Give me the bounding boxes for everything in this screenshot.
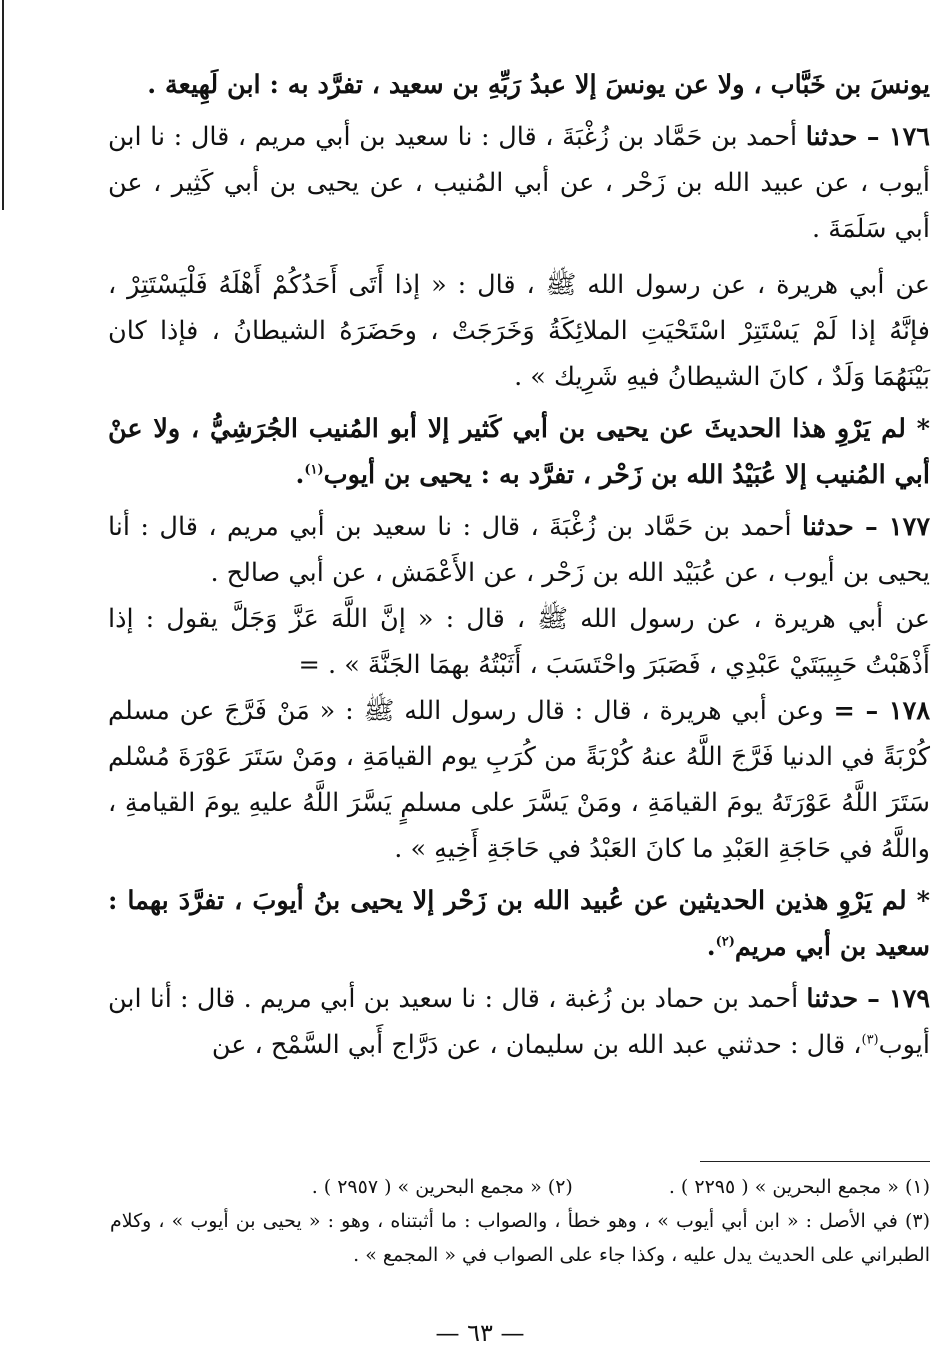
- continued-note-line: يونسَ بن خَبَّاب ، ولا عن يونسَ إلا عبدُ رَبِّهِ بن سعيد ، تفرَّد به : ابن لَهِيعة .: [147, 70, 930, 100]
- hadith-177-matn: عن أبي هريرة ، عن رسول الله ﷺ ، قال : « إنَّ اللَّهَ عَزَّ وَجَلَّ يقول : إذا أَذْهَبْتُ حَبِيبَتَيْ عَبْدِي ، فَصَبَرَ واحْتَسَبَ ، أَثَبْتُهُ بهمَا الجَنَّةَ » . =: [108, 604, 930, 680]
- hadith-178-number: ١٧٨ – =: [833, 696, 931, 726]
- note-178-end: .: [706, 932, 716, 962]
- hadith-177-number: ١٧٧ – حدثنا: [802, 512, 931, 542]
- page-number: — ٦٣ —: [435, 1319, 525, 1347]
- hadith-178: [108, 688, 930, 872]
- hadith-176-chain: أحمد بن حَمَّاد بن زُغْبَةَ ، قال : نا سعيد بن أبي مريم ، قال : نا ابن أيوب ، عن عبيد الله بن زَحْر ، عن أبي المُنيب ، عن يحيى بن أبي كَثِير ، عن أبي سَلَمَةَ .: [108, 122, 930, 244]
- main-text: [108, 62, 930, 1068]
- footnote-2: (٢) « مجمع البحرين » ( ٢٩٥٧ ) .: [311, 1176, 573, 1198]
- note-178-text: * لم يَرْوِ هذين الحديثين عن عُبيد الله بن زَحْر إلا يحيى بنُ أيوبَ ، تفرَّدَ بهما : سعيد بن أبي مريم: [108, 886, 930, 962]
- note-176-end: .: [295, 460, 305, 490]
- footnote-3: (٣) في الأصل : « ابن أبي أيوب » ، وهو خطأ ، والصواب : ما أثبتناه ، وهو : « يحيى بن أيوب » ، وكلام الطبراني على الحديث يدل عليه ، وكذا جاء على الصواب في « المجمع » .: [110, 1210, 930, 1266]
- hadith-179-isnad: [108, 976, 930, 1068]
- binding-edge-line: [2, 0, 4, 210]
- footnote-ref-1: (١): [304, 462, 324, 478]
- footnote-ref-2: (٢): [715, 934, 735, 950]
- footnote-divider: [700, 1161, 930, 1162]
- note-178: [108, 878, 930, 970]
- note-176-text: * لم يَرْوِ هذا الحديثَ عن يحيى بن أبي كَثير إلا أبو المُنيب الجُرَشِيُّ ، ولا عنْ أبي المُنيب إلا عُبَيْدُ الله بن زَحْر ، تفرَّد به : يحيى بن أيوب: [108, 414, 930, 490]
- hadith-179-chain-b: ، قال : حدثني عبد الله بن سليمان ، عن دَرَّاج أَبي السَّمْح ، عن: [211, 1030, 862, 1060]
- hadith-177-chain: أحمد بن حَمَّاد بن زُغْبَةَ ، قال : نا سعيد بن أبي مريم ، قال : أنا يحيى بن أيوب ، عن عُبَيْد الله بن زَحْر ، عن الأَعْمَش ، عن أبي صالح .: [108, 512, 930, 588]
- hadith-176-number: ١٧٦ – حدثنا: [805, 122, 930, 152]
- hadith-176-matn: عن أبي هريرة ، عن رسول الله ﷺ ، قال : « إذا أَتَى أَحَدُكُمْ أَهْلَهُ فَلْيَسْتَتِرْ ، فإنَّهُ إذا لَمْ يَسْتَتِرْ اسْتَحْيَتِ الملائِكَةُ وَخَرَجَتْ ، وحَضَرَهُ الشيطانُ ، فإذا كان بَيْنَهُمَا وَلَدٌ ، كانَ الشيطانُ فيهِ شَرِيك » .: [108, 270, 930, 392]
- hadith-177-isnad: [108, 504, 930, 596]
- footnote-row-1: [110, 1170, 930, 1204]
- footnote-ref-3: (٣): [861, 1032, 879, 1048]
- note-176: [108, 406, 930, 498]
- hadith-176-isnad: [108, 114, 930, 252]
- hadith-179-chain-a: أحمد بن حماد بن زُغبة ، قال : نا سعيد بن أبي مريم . قال : أنا ابن أيوب: [108, 984, 930, 1060]
- hadith-178-text: وعن أبي هريرة ، قال : قال رسول الله ﷺ : « مَنْ فَرَّجَ عن مسلم كُرْبَةً في الدنيا فَرَّجَ اللَّهُ عنهُ كُرْبَةً من كُرَبِ يوم القيامَةِ ، ومَنْ سَتَرَ عَوْرَةَ مُسْلم سَتَرَ اللَّهُ عَوْرَتَهُ يومَ القيامَةِ ، ومَنْ يَسَّرَ على مسلمٍ يَسَّرَ اللَّهُ عليهِ يومَ القيامةِ ، واللَّهُ في حَاجَةِ العَبْدِ ما كانَ العَبْدُ في حَاجَةِ أَخِيهِ » .: [108, 696, 930, 864]
- footnote-1: (١) « مجمع البحرين » ( ٢٢٩٥ ) .: [668, 1176, 930, 1198]
- hadith-179-number: ١٧٩ – حدثنا: [806, 984, 931, 1014]
- footnotes: [110, 1170, 930, 1272]
